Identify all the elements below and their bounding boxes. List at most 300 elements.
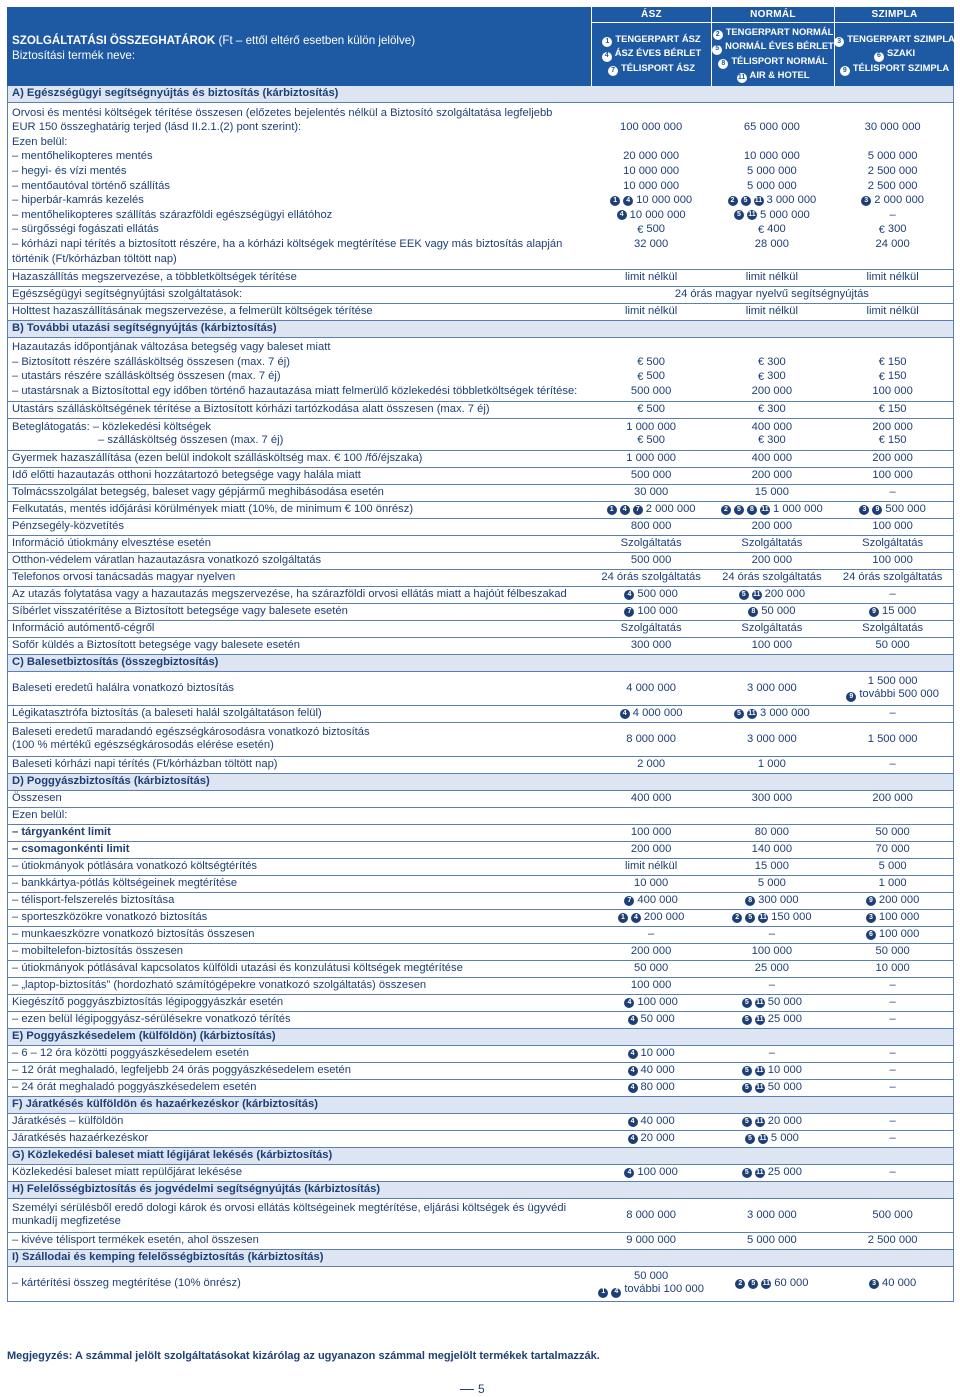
value-text: 800 000 [630, 520, 672, 533]
value-text: limit nélkül [745, 304, 798, 317]
value-text: 10 000 [634, 877, 669, 890]
benefit-value [712, 223, 833, 236]
benefit-value [832, 622, 953, 635]
benefit-value [712, 911, 833, 924]
value-text: 15 000 [882, 605, 917, 618]
product-number-badge: 11 [737, 73, 747, 83]
value-text: 150 [887, 434, 907, 447]
benefit-row [8, 859, 953, 876]
benefit-line [8, 106, 953, 121]
value-text: 100 000 [637, 1166, 678, 1179]
benefit-label: – tárgyanként limit [12, 826, 111, 839]
header-column-caption: ÁSZ [592, 7, 711, 23]
value-line [634, 1270, 668, 1283]
value-text: 50 000 [761, 605, 796, 618]
value-text: 300 [887, 223, 907, 236]
benefit-value [712, 537, 833, 550]
value-text: 300 [767, 434, 786, 447]
benefit-value [832, 588, 953, 601]
benefit-value [591, 385, 712, 398]
benefit-row [8, 485, 953, 502]
header-product [840, 62, 949, 76]
benefit-label: – 24 órát meghaladó poggyászkésedelem esetén [12, 1081, 257, 1094]
benefit-value [832, 639, 953, 652]
benefit-value [832, 403, 953, 416]
product-number-badge: 5 [748, 1279, 758, 1289]
euro-symbol: € [878, 403, 885, 416]
value-text: 1 000 [878, 877, 907, 890]
benefit-line [8, 135, 953, 150]
value-text: 5 000 000 [747, 179, 797, 192]
benefit-value [712, 758, 833, 771]
value-text: 1 000 000 [773, 503, 823, 516]
section-heading-text: B) További utazási segítségnyújtás (kárbiztosítás) [12, 321, 277, 334]
header-title-suffix: (Ft – ettől eltérő esetben külön jelölve) [218, 34, 416, 47]
benefit-value [591, 1209, 712, 1222]
benefit-value [832, 1132, 953, 1145]
product-number-badge: 11 [747, 210, 757, 220]
benefit-value [591, 962, 712, 975]
benefit-value [832, 421, 953, 447]
product-name: TENGERPART ÁSZ [615, 32, 701, 44]
euro-symbol: € [757, 370, 765, 383]
benefit-value [712, 605, 833, 618]
benefit-value [591, 271, 712, 284]
benefit-value [712, 1013, 833, 1026]
benefit-value [591, 1115, 712, 1128]
value-text: – [889, 1064, 896, 1077]
benefit-value [712, 520, 833, 533]
product-number-badge: 4 [623, 196, 633, 206]
product-number-badge: 4 [628, 1066, 638, 1076]
benefit-label-line: (100 % mértékű egészségkárosodás elérése esetén) [12, 739, 274, 752]
benefit-label: Pénzsegély-közvetítés [12, 520, 124, 533]
benefit-value [832, 1081, 953, 1094]
benefit-value [832, 121, 953, 134]
value-text: 200 000 [630, 945, 672, 958]
benefit-value [832, 165, 953, 178]
product-name: TÉLISPORT ÁSZ [621, 61, 695, 73]
value-text: 100 000 [637, 605, 678, 618]
value-text: limit nélkül [625, 270, 678, 283]
value-text: 150 000 [771, 911, 812, 924]
section-heading-text: H) Felelősségbiztosítás és jogvédelmi segítségnyújtás (kárbiztosítás) [12, 1183, 381, 1196]
value-text: – [889, 1013, 896, 1026]
product-number-badge: 3 [869, 1279, 879, 1289]
value-text: – [768, 979, 775, 992]
benefit-label: – munkaeszközre vonatkozó biztosítás összesen [12, 928, 255, 941]
value-text: 10 000 [640, 1047, 675, 1060]
value-text: 100 000 [751, 639, 793, 652]
benefit-label: Idő előtti hazautazás otthoni hozzátartozó betegsége vagy halála miatt [12, 469, 361, 482]
benefit-row [8, 604, 953, 621]
benefit-value [591, 1081, 712, 1094]
product-number-badge: 9 [872, 505, 882, 515]
value-text: 10 000 000 [623, 165, 680, 178]
benefit-value [712, 622, 833, 635]
value-text: 4 000 000 [632, 707, 683, 720]
benefit-value [712, 194, 833, 207]
value-line [868, 675, 918, 688]
benefit-value [591, 979, 712, 992]
product-number-badge: 11 [754, 196, 764, 206]
value-text: – [889, 1115, 896, 1128]
value-text: 2 000 000 [874, 194, 925, 207]
benefit-value [591, 194, 712, 207]
benefit-value [591, 180, 712, 193]
section-heading-text: G) Közlekedési baleset miatt légijárat lekésés (kárbiztosítás) [12, 1149, 333, 1162]
product-number-badge: 2 [721, 505, 731, 515]
benefit-label: történik (Ft/kórházban töltött nap) [12, 252, 177, 265]
benefit-value [591, 826, 712, 839]
value-text: – [889, 588, 896, 601]
benefit-value-spanning: 24 órás magyar nyelvű segítségnyújtás [674, 287, 869, 300]
benefit-value [832, 928, 953, 941]
value-text: Szolgáltatás [741, 622, 803, 635]
euro-symbol: € [878, 355, 885, 368]
benefit-value [832, 180, 953, 193]
benefit-value [832, 877, 953, 890]
benefit-value [591, 421, 712, 447]
value-text: 10 000 000 [743, 150, 800, 163]
benefit-value [591, 486, 712, 499]
product-number-badge: 8 [748, 607, 758, 617]
benefit-row [8, 808, 953, 825]
euro-symbol: € [757, 434, 765, 447]
benefit-label: Sofőr küldés a Biztosított betegsége vagy balesete esetén [12, 639, 300, 652]
product-number-badge: 4 [602, 52, 612, 62]
benefit-row [8, 553, 953, 570]
benefit-label-line: Személyi sérülésből eredő dologi károk és orvosi ellátás költségeinek megtérítése, eljárási költségek és ügyvédi [12, 1202, 567, 1215]
value-line [846, 688, 939, 702]
benefit-row [8, 304, 953, 321]
benefit-row [8, 706, 953, 723]
value-text: 50 000 [875, 945, 910, 958]
benefit-value [591, 1270, 712, 1297]
benefit-label [8, 1201, 591, 1229]
benefit-value [832, 356, 953, 369]
header-product [737, 69, 810, 83]
benefit-value [712, 554, 833, 567]
benefit-row [8, 1267, 953, 1301]
section-heading [8, 321, 953, 338]
benefit-value [832, 238, 953, 251]
section-heading [8, 1148, 953, 1165]
benefit-label: Otthon-védelem váratlan hazautazásra vonatkozó szolgáltatás [12, 554, 322, 567]
benefit-label: – mentőautóval történő szállítás [12, 179, 170, 192]
euro-symbol: € [757, 223, 765, 236]
benefit-value [591, 843, 712, 856]
value-text: – [648, 928, 655, 941]
value-line [598, 1283, 704, 1297]
value-text: 30 000 [634, 486, 669, 499]
benefit-value [712, 792, 833, 805]
product-number-badge: 11 [755, 1117, 765, 1127]
benefit-label: – 12 órát meghaladó, legfeljebb 24 órás poggyászkésedelem esetén [12, 1064, 351, 1077]
value-line [879, 434, 907, 447]
product-number-badge: 4 [620, 505, 630, 515]
value-text: limit nélkül [745, 270, 798, 283]
benefit-value [712, 150, 833, 163]
product-number-badge: 6 [874, 52, 884, 62]
value-text: 32 000 [634, 238, 669, 251]
benefit-row [8, 1114, 953, 1131]
benefit-value [712, 733, 833, 746]
value-text: 3 000 000 [747, 681, 797, 694]
benefit-label: Hazautazás időpontjának változása betegség vagy baleset miatt [12, 341, 331, 354]
benefit-value [832, 452, 953, 465]
benefit-value [712, 1277, 833, 1290]
benefit-value [832, 1209, 953, 1222]
benefit-value [832, 537, 953, 550]
value-text: 50 000 [634, 962, 669, 975]
value-text: limit nélkül [866, 304, 919, 317]
benefit-line [8, 150, 953, 165]
section-heading [8, 1097, 953, 1114]
benefit-label: – sporteszközökre vonatkozó biztosítás [12, 911, 208, 924]
benefit-value [832, 979, 953, 992]
section-heading-text: I) Szállodai és kemping felelősségbiztosítás (kárbiztosítás) [12, 1251, 324, 1264]
value-text: további 100 000 [624, 1283, 704, 1296]
benefit-label: – hiperbár-kamrás kezelés [12, 194, 144, 207]
value-text: 25 000 [767, 1013, 802, 1026]
value-text: 1 000 000 [626, 452, 677, 465]
product-number-badge: 11 [755, 1168, 765, 1178]
product-number-badge: 4 [624, 590, 634, 600]
benefit-value [591, 209, 712, 222]
benefit-value [712, 503, 833, 516]
header-column-ász [591, 7, 711, 86]
benefit-value [712, 1132, 833, 1145]
benefit-line [8, 194, 953, 209]
product-number-badge: 4 [628, 1083, 638, 1093]
value-line [758, 434, 786, 447]
product-number-badge: 9 [846, 692, 856, 702]
value-text: 150 [887, 370, 907, 383]
product-number-badge: 3 [859, 505, 869, 515]
value-text: 400 000 [630, 792, 672, 805]
benefit-value [591, 707, 712, 720]
benefit-value [591, 622, 712, 635]
value-text: 2 500 000 [867, 1234, 918, 1247]
benefit-value [832, 520, 953, 533]
benefit-value [832, 707, 953, 720]
euro-symbol: € [637, 370, 644, 383]
benefit-row [8, 502, 953, 519]
value-text: 5 000 000 [747, 1234, 797, 1247]
benefit-label: – „laptop-biztosítás” (hordozható számítógépekre vonatkozó szolgáltatás) összesen [12, 979, 427, 992]
value-text: 2 000 000 [645, 503, 696, 516]
benefit-line [8, 223, 953, 238]
product-number-badge: 3 [834, 37, 844, 47]
value-text: 1 000 [757, 758, 786, 771]
benefit-row [8, 536, 953, 553]
value-text: 200 000 [630, 843, 672, 856]
section-heading-text: F) Járatkésés külföldön és hazaérkezéskor (kárbiztosítás) [12, 1098, 318, 1111]
benefit-label-line: munkadíj megfizetése [12, 1215, 121, 1228]
value-text: Szolgáltatás [862, 622, 924, 635]
value-text: 200 000 [878, 894, 920, 907]
value-text: 500 000 [630, 385, 672, 397]
product-name: AIR & HOTEL [749, 68, 810, 80]
benefit-value [712, 209, 833, 222]
header-product [608, 62, 695, 76]
value-text: 10 000 [767, 1064, 802, 1077]
benefit-value [712, 979, 833, 992]
benefit-value [591, 639, 712, 652]
product-number-badge: 5 [712, 45, 722, 55]
benefit-label: – útiokmányok pótlására vonatkozó költségtérítés [12, 860, 258, 873]
value-text: 8 000 000 [626, 1208, 677, 1221]
value-text: 400 000 [751, 452, 793, 465]
value-text: 500 [646, 223, 666, 236]
benefit-block [8, 103, 953, 270]
benefit-label: – csomagonkénti limit [12, 843, 130, 856]
value-text: – [889, 979, 896, 992]
benefit-row [8, 1233, 953, 1250]
benefit-value [591, 1047, 712, 1060]
product-number-badge: 2 [713, 30, 723, 40]
section-heading [8, 1182, 953, 1199]
benefit-value [712, 962, 833, 975]
value-text: – [889, 758, 896, 771]
value-text: 8 000 000 [626, 732, 677, 745]
benefit-value [832, 223, 953, 236]
value-text: 500 [646, 370, 666, 383]
value-text: 1 500 000 [867, 674, 918, 687]
benefit-line [8, 179, 953, 194]
product-number-badge: 9 [866, 896, 876, 906]
benefit-row [8, 402, 953, 419]
value-text: 100 000 [630, 979, 672, 992]
value-text: 100 000 [872, 554, 913, 567]
section-heading [8, 86, 953, 103]
benefit-label [8, 725, 591, 753]
benefit-row [8, 672, 953, 706]
value-text: 3 000 000 [747, 1208, 797, 1221]
benefit-label: Járatkésés hazaérkezéskor [12, 1132, 149, 1145]
value-text: további 500 000 [859, 687, 939, 700]
benefit-value [832, 503, 953, 516]
product-number-badge: 11 [758, 913, 768, 923]
value-text: 300 [767, 355, 786, 368]
value-text: 140 000 [751, 843, 793, 856]
benefit-label-line: – szállásköltség összesen (max. 7 éj) [98, 434, 284, 447]
product-number-badge: 5 [745, 913, 755, 923]
table-header [7, 7, 954, 86]
value-text: 50 000 [767, 996, 802, 1009]
product-number-badge: 11 [760, 505, 770, 515]
benefit-label: Ezen belül: [12, 135, 68, 148]
benefit-value [712, 860, 833, 873]
value-text: – [889, 1081, 896, 1094]
header-subtitle: Biztosítási termék neve: [12, 49, 136, 63]
benefit-label: – mobiltelefon-biztosítás összesen [12, 945, 184, 958]
product-number-badge: 1 [602, 37, 612, 47]
benefit-label: Ezen belül: [12, 809, 68, 822]
benefit-row [8, 287, 953, 304]
value-text: 20 000 [640, 1132, 675, 1145]
benefit-value [591, 537, 712, 550]
benefit-label: – hegyi- és vízi mentés [12, 165, 127, 178]
benefit-value [591, 605, 712, 618]
product-number-badge: 5 [734, 210, 744, 220]
benefit-value [591, 469, 712, 482]
value-text: 400 000 [637, 894, 678, 907]
value-text: 100 000 [878, 928, 920, 941]
benefit-value [591, 356, 712, 369]
value-text: 20 000 000 [623, 150, 680, 163]
benefit-value [591, 877, 712, 890]
product-number-badge: 11 [752, 590, 762, 600]
euro-symbol: € [637, 434, 644, 447]
value-text: 200 000 [751, 520, 793, 533]
benefit-value [712, 452, 833, 465]
benefit-label: – Biztosított részére szállásköltség összesen (max. 7 éj) [12, 355, 290, 368]
value-text: 3 000 000 [766, 194, 817, 207]
value-text: – [768, 1047, 775, 1060]
euro-symbol: € [878, 434, 885, 447]
product-number-badge: 4 [628, 1015, 638, 1025]
benefit-value [591, 894, 712, 907]
benefit-value [712, 1234, 833, 1247]
benefit-value [832, 996, 953, 1009]
benefit-value [832, 209, 953, 222]
benefit-row [8, 1165, 953, 1182]
benefit-value [591, 452, 712, 465]
benefit-value [591, 370, 712, 383]
section-heading-text: E) Poggyászkésedelem (külföldön) (kárbiztosítás) [12, 1030, 276, 1043]
benefit-label: Összesen [12, 792, 62, 805]
value-text: 80 000 [640, 1081, 675, 1094]
benefit-value [591, 682, 712, 695]
benefit-row [8, 825, 953, 842]
product-number-badge: 9 [869, 607, 879, 617]
value-text: 50 000 [875, 639, 910, 652]
benefit-value [832, 860, 953, 873]
benefit-value [591, 520, 712, 533]
value-text: – [889, 1166, 896, 1179]
value-text: 40 000 [640, 1064, 675, 1077]
benefit-value [712, 121, 833, 134]
benefit-value [591, 403, 712, 416]
value-text: limit nélkül [625, 304, 678, 317]
benefit-value [591, 1132, 712, 1145]
header-product-list [835, 23, 954, 86]
value-text: 200 000 [643, 911, 685, 924]
benefit-value [712, 1081, 833, 1094]
benefit-value [712, 843, 833, 856]
benefit-row [8, 944, 953, 961]
benefit-row [8, 1012, 953, 1029]
benefit-label: – utastárs részére szállásköltség összesen (max. 7 éj) [12, 370, 281, 383]
header-product [718, 55, 827, 69]
benefit-label-line: Beteglátogatás: – közlekedési költségek [12, 421, 212, 434]
benefit-value [832, 385, 953, 398]
benefit-row [8, 1131, 953, 1148]
benefit-line [8, 208, 953, 223]
benefit-value [591, 121, 712, 134]
benefit-value [591, 1234, 712, 1247]
value-text: 70 000 [875, 843, 910, 856]
product-number-badge: 4 [624, 998, 634, 1008]
benefit-row [8, 927, 953, 944]
benefit-label: EUR 150 összeghatárig terjed (lásd II.2.1.(2) pont szerint): [12, 121, 302, 134]
product-number-badge: 7 [624, 607, 634, 617]
value-text: 500 [646, 403, 666, 416]
benefit-value [591, 503, 712, 516]
benefit-value [712, 421, 833, 447]
